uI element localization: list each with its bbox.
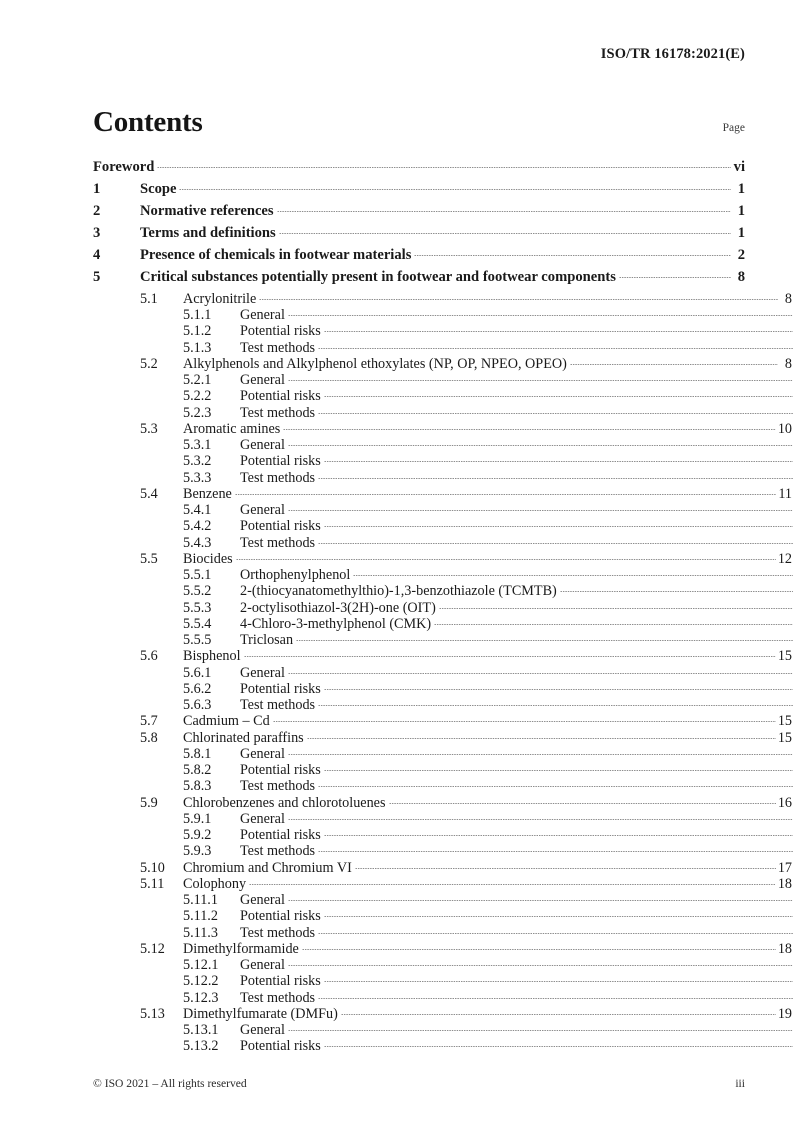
toc-entry-number: 5 — [93, 269, 101, 286]
toc-entry-label: Potential risks — [240, 453, 321, 470]
toc-dot-leader — [318, 695, 793, 709]
toc-dot-leader — [324, 386, 793, 400]
footer-page-number: iii — [735, 1077, 745, 1090]
toc-entry[interactable] — [93, 597, 793, 616]
toc-entry-label: Terms and definitions — [140, 224, 276, 241]
toc-entry-number: 5.8.2 — [183, 762, 212, 778]
toc-entry-page-number: 1 — [737, 180, 745, 197]
toc-entry[interactable] — [93, 222, 745, 244]
toc-entry-number: 5.13.2 — [183, 1038, 219, 1055]
toc-entry[interactable] — [93, 825, 793, 841]
toc-entry-label: General — [240, 307, 285, 323]
toc-dot-leader — [288, 744, 793, 758]
toc-entry-label: Test methods — [240, 469, 316, 486]
toc-entry-number: 5.13.1 — [183, 1022, 219, 1038]
toc-entry-number: 5.1.1 — [183, 307, 212, 323]
toc-dot-leader — [439, 597, 793, 611]
toc-entry[interactable] — [93, 1020, 793, 1036]
toc-entry-label: Cadmium – Cd — [183, 713, 270, 730]
toc-entry-label: 4-Chloro-3-methylphenol (CMK) — [240, 615, 432, 632]
toc-entry-page-number: 1 — [737, 224, 745, 241]
toc-dot-leader — [288, 662, 793, 676]
toc-entry-label: Potential risks — [240, 827, 321, 843]
toc-entry[interactable] — [93, 467, 793, 486]
toc-entry-label: Acrylonitrile — [183, 290, 257, 307]
toc-entry-number: 5.10 — [140, 859, 165, 876]
toc-entry-page-number: 12 — [777, 550, 792, 567]
toc-entry-label: Chlorobenzenes and chlorotoluenes — [183, 794, 386, 811]
toc-entry-label: Chromium and Chromium VI — [183, 859, 352, 876]
toc-entry[interactable] — [93, 711, 792, 730]
toc-entry[interactable] — [93, 987, 793, 1006]
toc-entry-page-number: 15 — [777, 648, 792, 665]
toc-dot-leader — [355, 857, 776, 871]
toc-dot-leader — [283, 419, 776, 433]
toc-entry-number: 5.8 — [140, 729, 158, 746]
contents-title-row — [93, 108, 745, 137]
toc-entry[interactable] — [93, 402, 793, 421]
toc-dot-leader — [619, 266, 731, 281]
toc-entry-number: 3 — [93, 224, 101, 241]
toc-entry[interactable] — [93, 532, 793, 551]
toc-entry[interactable] — [93, 305, 793, 321]
toc-dot-leader — [324, 971, 793, 985]
toc-entry-label: Potential risks — [240, 680, 321, 697]
toc-entry-number: 5.5.2 — [183, 583, 212, 600]
toc-entry[interactable] — [93, 922, 793, 941]
copyright-notice: © ISO 2021 – All rights reserved — [93, 1077, 247, 1090]
toc-entry-number: 5.7 — [140, 713, 158, 730]
page-title: Contents — [93, 106, 203, 138]
toc-dot-leader — [324, 825, 793, 839]
toc-entry-number: 5.5.4 — [183, 615, 212, 632]
toc-entry-label: General — [240, 957, 285, 973]
toc-entry[interactable] — [93, 939, 792, 955]
toc-entry-number: 5.4.2 — [183, 518, 212, 535]
toc-dot-leader — [302, 939, 776, 953]
toc-entry-number: 5.2.1 — [183, 372, 212, 388]
toc-dot-leader — [157, 156, 731, 171]
toc-entry-number: 5.9.3 — [183, 843, 212, 860]
toc-entry[interactable] — [93, 727, 792, 746]
toc-dot-leader — [235, 484, 776, 498]
toc-entry-label: General — [240, 502, 285, 518]
toc-entry-page-number: 10 — [777, 420, 792, 437]
toc-entry-label: General — [240, 810, 285, 827]
toc-entry-label: Dimethylformamide — [183, 940, 299, 957]
toc-entry[interactable] — [93, 419, 792, 435]
toc-entry-label: Test methods — [240, 989, 316, 1006]
toc-entry-number: 5.5.3 — [183, 599, 212, 616]
toc-entry[interactable] — [93, 955, 793, 971]
toc-dot-leader — [318, 337, 793, 351]
toc-entry[interactable] — [93, 776, 793, 795]
toc-entry-number: 5.1.3 — [183, 339, 212, 356]
toc-dot-leader — [318, 841, 793, 855]
toc-entry[interactable] — [93, 679, 793, 695]
toc-entry-label: General — [240, 892, 285, 908]
toc-entry[interactable] — [93, 516, 793, 535]
toc-dot-leader — [318, 402, 793, 416]
toc-entry-label: Foreword — [93, 158, 155, 175]
toc-entry[interactable] — [93, 266, 745, 288]
toc-dot-leader — [288, 305, 793, 319]
toc-entry-number: 5.9.2 — [183, 827, 212, 843]
toc-entry[interactable] — [93, 695, 793, 711]
toc-entry[interactable] — [93, 386, 793, 405]
toc-entry[interactable] — [93, 581, 793, 600]
toc-entry-number: 5.2 — [140, 355, 158, 372]
toc-dot-leader — [434, 614, 793, 628]
toc-entry-label: Potential risks — [240, 973, 321, 990]
toc-entry[interactable] — [93, 809, 793, 825]
toc-entry-number: 5.8.3 — [183, 778, 212, 795]
toc-dot-leader — [324, 1036, 793, 1050]
toc-dot-leader — [249, 874, 776, 888]
toc-dot-leader — [324, 906, 793, 920]
toc-entry-number: 5.11 — [140, 875, 165, 892]
document-footer — [93, 1077, 745, 1090]
toc-entry-label: Aromatic amines — [183, 420, 281, 437]
toc-dot-leader — [570, 354, 778, 368]
toc-dot-leader — [324, 451, 793, 465]
toc-entry-label: Orthophenylphenol — [240, 567, 351, 583]
toc-entry-label: Critical substances potentially present in footwear and footwear components — [140, 269, 616, 286]
toc-entry-label: Test methods — [240, 339, 316, 356]
toc-dot-leader — [288, 370, 793, 384]
toc-entry-number: 5.4.1 — [183, 502, 212, 518]
toc-dot-leader — [324, 679, 793, 693]
toc-dot-leader — [324, 516, 793, 530]
toc-entry-number: 5.6.1 — [183, 664, 212, 681]
toc-entry-label: Triclosan — [240, 632, 294, 648]
toc-entry-label: Potential risks — [240, 518, 321, 535]
toc-entry-page-number: 11 — [778, 485, 792, 502]
toc-dot-leader — [389, 792, 776, 806]
toc-entry[interactable] — [93, 646, 792, 665]
toc-entry-number: 5.4 — [140, 485, 158, 502]
toc-dot-leader — [288, 955, 793, 969]
toc-dot-leader — [259, 289, 778, 303]
toc-entry[interactable] — [93, 890, 793, 906]
toc-entry[interactable] — [93, 1004, 792, 1020]
toc-dot-leader — [288, 500, 793, 514]
toc-entry-page-number: 16 — [777, 794, 792, 811]
toc-dot-leader — [179, 178, 731, 193]
toc-entry-number: 5.11.2 — [183, 908, 218, 925]
toc-entry-number: 5.3.3 — [183, 469, 212, 486]
toc-dot-leader — [560, 581, 793, 595]
toc-entry-label: Test methods — [240, 404, 316, 421]
toc-entry-label: Alkylphenols and Alkylphenol ethoxylates (NP, OP, NPEO, OPEO) — [183, 355, 567, 372]
toc-entry[interactable] — [93, 321, 793, 340]
toc-entry[interactable] — [93, 1036, 793, 1055]
toc-dot-leader — [318, 987, 793, 1001]
toc-dot-leader — [244, 646, 776, 660]
toc-entry-number: 5.12.3 — [183, 989, 219, 1006]
toc-dot-leader — [236, 549, 776, 563]
toc-dot-leader — [277, 200, 731, 215]
toc-entry-number: 5.3.1 — [183, 437, 212, 453]
toc-entry-number: 5.2.2 — [183, 388, 212, 405]
toc-entry[interactable] — [93, 289, 792, 305]
toc-entry-number: 5.6 — [140, 648, 158, 665]
toc-entry[interactable] — [93, 760, 793, 776]
toc-entry[interactable] — [93, 549, 792, 565]
toc-entry-label: Benzene — [183, 485, 232, 502]
toc-entry-number: 5.5.5 — [183, 632, 212, 648]
toc-entry[interactable] — [93, 906, 793, 925]
toc-entry[interactable] — [93, 792, 792, 811]
toc-entry-page-number: vi — [733, 158, 745, 175]
toc-entry-number: 4 — [93, 246, 101, 263]
toc-dot-leader — [324, 760, 793, 774]
toc-entry[interactable] — [93, 178, 745, 200]
toc-dot-leader — [279, 222, 731, 237]
toc-dot-leader — [296, 630, 793, 644]
toc-entry-page-number: 19 — [777, 1005, 792, 1022]
toc-entry-label: Potential risks — [240, 323, 321, 340]
toc-entry[interactable] — [93, 874, 792, 890]
table-of-contents — [93, 156, 792, 1055]
toc-dot-leader — [288, 890, 793, 904]
toc-entry[interactable] — [93, 156, 745, 178]
toc-entry-number: 5.6.2 — [183, 680, 212, 697]
toc-entry-number: 5.2.3 — [183, 404, 212, 421]
toc-entry-label: Potential risks — [240, 1038, 321, 1055]
toc-entry-number: 5.5 — [140, 550, 158, 567]
toc-entry-page-number: 2 — [737, 246, 745, 263]
toc-entry-label: Test methods — [240, 843, 316, 860]
toc-entry-label: Test methods — [240, 924, 316, 941]
toc-entry[interactable] — [93, 565, 793, 581]
toc-dot-leader — [288, 1020, 793, 1034]
toc-entry-label: Chlorinated paraffins — [183, 729, 304, 746]
toc-entry-label: Biocides — [183, 550, 233, 567]
toc-entry-label: 2-octylisothiazol-3(2H)-one (OIT) — [240, 599, 436, 616]
toc-dot-leader — [318, 467, 793, 481]
toc-dot-leader — [307, 727, 776, 741]
toc-entry-label: Potential risks — [240, 388, 321, 405]
toc-entry-label: General — [240, 745, 285, 762]
toc-entry-label: General — [240, 664, 285, 681]
page-column-header: Page — [722, 122, 745, 134]
toc-entry-number: 5.3 — [140, 420, 158, 437]
toc-entry-label: Presence of chemicals in footwear materials — [140, 246, 412, 263]
toc-entry-number: 5.3.2 — [183, 453, 212, 470]
document-header-reference: ISO/TR 16178:2021(E) — [600, 46, 745, 62]
toc-entry-page-number: 18 — [777, 875, 792, 892]
toc-dot-leader — [273, 711, 776, 725]
toc-entry[interactable] — [93, 500, 793, 516]
toc-dot-leader — [288, 435, 793, 449]
toc-entry[interactable] — [93, 744, 793, 760]
toc-entry-number: 1 — [93, 180, 101, 197]
toc-entry-page-number: 17 — [777, 859, 792, 876]
toc-entry-page-number: 1 — [737, 202, 745, 219]
toc-entry[interactable] — [93, 370, 793, 386]
toc-dot-leader — [318, 922, 793, 936]
toc-entry[interactable] — [93, 630, 793, 646]
toc-dot-leader — [353, 565, 793, 579]
toc-entry[interactable] — [93, 841, 793, 860]
toc-dot-leader — [318, 532, 793, 546]
toc-entry[interactable] — [93, 857, 792, 876]
toc-entry[interactable] — [93, 435, 793, 451]
toc-entry-label: Potential risks — [240, 762, 321, 778]
toc-dot-leader — [288, 809, 793, 823]
toc-entry[interactable] — [93, 614, 793, 630]
toc-entry-label: Normative references — [140, 202, 274, 219]
toc-entry[interactable] — [93, 354, 792, 370]
toc-dot-leader — [324, 321, 793, 335]
toc-entry-label: General — [240, 1022, 285, 1038]
toc-entry-number: 5.11.3 — [183, 924, 218, 941]
toc-entry-number: 5.4.3 — [183, 534, 212, 551]
toc-entry-number: 5.5.1 — [183, 567, 212, 583]
toc-entry-label: 2-(thiocyanatomethylthio)-1,3-benzothiazole (TCMTB) — [240, 583, 557, 600]
toc-entry[interactable] — [93, 244, 745, 266]
toc-entry-label: Dimethylfumarate (DMFu) — [183, 1005, 338, 1022]
toc-dot-leader — [318, 776, 793, 790]
toc-entry[interactable] — [93, 451, 793, 470]
toc-entry-number: 5.12 — [140, 940, 165, 957]
toc-entry-page-number: 15 — [777, 729, 792, 746]
toc-entry[interactable] — [93, 337, 793, 356]
toc-entry-page-number: 15 — [777, 713, 792, 730]
toc-entry-label: Test methods — [240, 778, 316, 795]
toc-entry-label: Potential risks — [240, 908, 321, 925]
toc-entry-number: 5.8.1 — [183, 745, 212, 762]
toc-entry-label: General — [240, 372, 285, 388]
toc-entry-number: 5.12.2 — [183, 973, 219, 990]
toc-entry-number: 5.1.2 — [183, 323, 212, 340]
toc-entry-page-number: 8 — [737, 269, 745, 286]
toc-entry[interactable] — [93, 971, 793, 990]
toc-entry-number: 5.9.1 — [183, 810, 212, 827]
toc-entry[interactable] — [93, 662, 793, 681]
toc-entry-number: 5.11.1 — [183, 892, 218, 908]
toc-entry-label: Test methods — [240, 534, 316, 551]
toc-dot-leader — [341, 1004, 776, 1018]
toc-entry-number: 5.13 — [140, 1005, 165, 1022]
toc-entry-page-number: 18 — [777, 940, 792, 957]
toc-entry-label: Colophony — [183, 875, 247, 892]
toc-entry[interactable] — [93, 200, 745, 222]
toc-entry-page-number: 8 — [784, 355, 792, 372]
toc-dot-leader — [414, 244, 731, 259]
toc-entry-number: 2 — [93, 202, 101, 219]
toc-entry-label: General — [240, 437, 285, 453]
toc-entry-number: 5.6.3 — [183, 697, 212, 713]
toc-entry[interactable] — [93, 484, 792, 500]
toc-entry-label: Bisphenol — [183, 648, 241, 665]
toc-entry-number: 5.9 — [140, 794, 158, 811]
toc-entry-label: Scope — [140, 180, 177, 197]
toc-entry-number: 5.1 — [140, 290, 158, 307]
toc-entry-number: 5.12.1 — [183, 957, 219, 973]
toc-entry-label: Test methods — [240, 697, 316, 713]
toc-entry-page-number: 8 — [784, 290, 792, 307]
